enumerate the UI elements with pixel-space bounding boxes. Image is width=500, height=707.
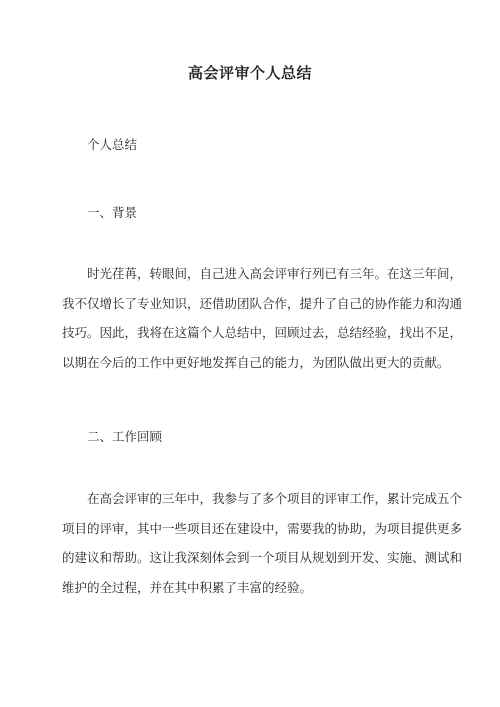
section-heading-work-review: 二、工作回顾 — [87, 429, 163, 444]
paragraph-line: 时光荏苒，转眼间，自己进入高会评审行列已有三年。在这三年间， — [87, 266, 463, 281]
section-paragraph-work-review — [62, 484, 463, 602]
section-heading-background: 一、背景 — [87, 205, 138, 220]
paragraph-line: 在高会评审的三年中，我参与了多个项目的评审工作，累计完成五个 — [87, 491, 463, 506]
paragraph-line: 我不仅增长了专业知识，还借助团队合作，提升了自己的协作能力和沟通 — [62, 295, 463, 311]
paragraph-line: 以期在今后的工作中更好地发挥自己的能力，为团队做出更大的贡献。 — [62, 354, 450, 370]
subtitle-heading: 个人总结 — [87, 137, 138, 152]
paragraph-line: 项目的评审，其中一些项目还在建设中，需要我的协助，为项目提供更多 — [62, 520, 463, 536]
document-title: 高会评审个人总结 — [187, 64, 312, 82]
paragraph-line: 维护的全过程，并在其中积累了丰富的经验。 — [62, 579, 313, 595]
paragraph-line: 的建议和帮助。这让我深刻体会到一个项目从规划到开发、实施、测试和 — [62, 550, 463, 565]
section-paragraph-background — [62, 259, 463, 377]
paragraph-line: 技巧。因此，我将在这篇个人总结中，回顾过去，总结经验，找出不足， — [62, 325, 463, 340]
